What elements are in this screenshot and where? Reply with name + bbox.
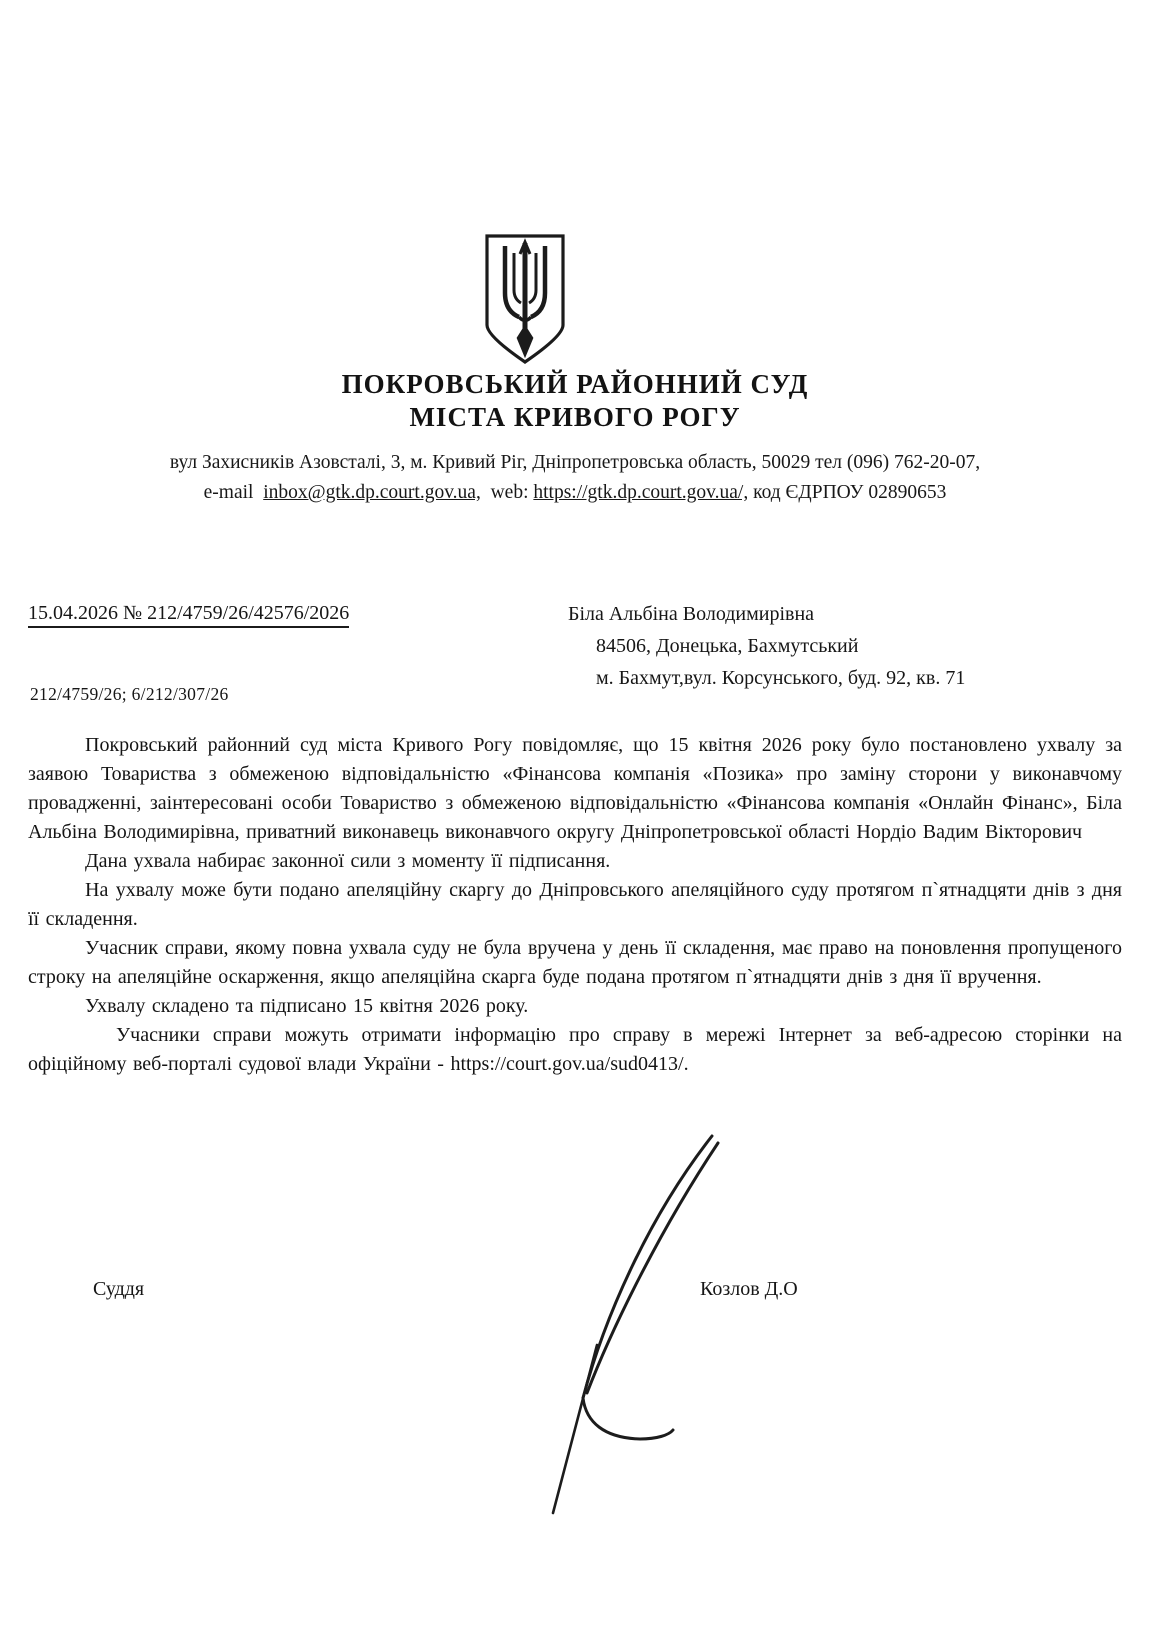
court-address-line: вул Захисників Азовсталі, 3, м. Кривий Ріг, Дніпропетровська область, 50029 тел (096) 762-20-07, [169,452,981,473]
recipient-address-line1: 84506, Донецька, Бахмутський [596,635,859,657]
recipient-name: Біла Альбіна Володимирівна [568,603,815,625]
body-paragraph: На ухвалу може бути подано апеляційну скаргу до Дніпровського апеляційного суду протягом п`ятнадцяти днів з дня її складення. [28,879,1122,930]
judge-name: Козлов Д.О [700,1278,798,1300]
court-contacts-line [0,478,1150,508]
letter-body [28,731,1122,1079]
web-link: https://gtk.dp.court.gov.ua/, [533,482,749,503]
recipient-block [568,598,1128,694]
outgoing-date-number: 15.04.2026 № 212/4759/26/42576/2026 [28,602,349,628]
body-paragraph: Ухвалу складено та підписано 15 квітня 2026 року. [85,995,529,1017]
case-numbers: 212/4759/26; 6/212/307/26 [30,684,229,704]
court-name-line2: МІСТА КРИВОГО РОГУ [409,402,741,432]
email-label: e-mail [203,482,254,503]
body-paragraph: Учасник справи, якому повна ухвала суду не була вручена у день її складення, має право на поновлення пропущеного строку на апеляційне оскарження, якщо апеляційна скарга буде подана протягом п`ятнадцяти днів з дня її вручення. [28,937,1122,988]
body-paragraph: Дана ухвала набирає законної сили з моменту її підписання. [85,850,611,872]
web-label: web: [490,482,529,503]
judge-role-label: Суддя [93,1278,145,1300]
email-link: inbox@gtk.dp.court.gov.ua, [263,482,481,503]
court-name-line1: ПОКРОВСЬКИЙ РАЙОННИЙ СУД [341,369,809,399]
court-name [0,368,1150,434]
handwritten-signature [500,1080,740,1530]
court-contacts [0,448,1150,508]
body-paragraph: Покровський районний суд міста Кривого Рогу повідомляє, що 15 квітня 2026 року було постановлено ухвалу за заявою Товариства з обмеженою відповідальністю «Фінансова компанія «Позика» про заміну сторони у виконавчому провадженні, заінтересовані особи Товариство з обмеженою відповідальністю «Фінансова компанія «Онлайн Фінанс», Біла Альбіна Володимирівна, приватний виконавець виконавчого округу Дніпропетровської області Нордіо Вадим Вікторович [28,734,1122,843]
trident-emblem-icon [483,233,567,366]
body-paragraph: Учасники справи можуть отримати інформацію про справу в мережі Інтернет за веб-адресою сторінки на офіційному веб-порталі судової влади України - https://court.gov.ua/sud0413/. [28,1024,1122,1075]
edrpou-code: код ЄДРПОУ 02890653 [753,482,947,503]
outgoing-reference [28,602,349,628]
recipient-address-line2: м. Бахмут,вул. Корсунського, буд. 92, кв. 71 [596,667,966,689]
